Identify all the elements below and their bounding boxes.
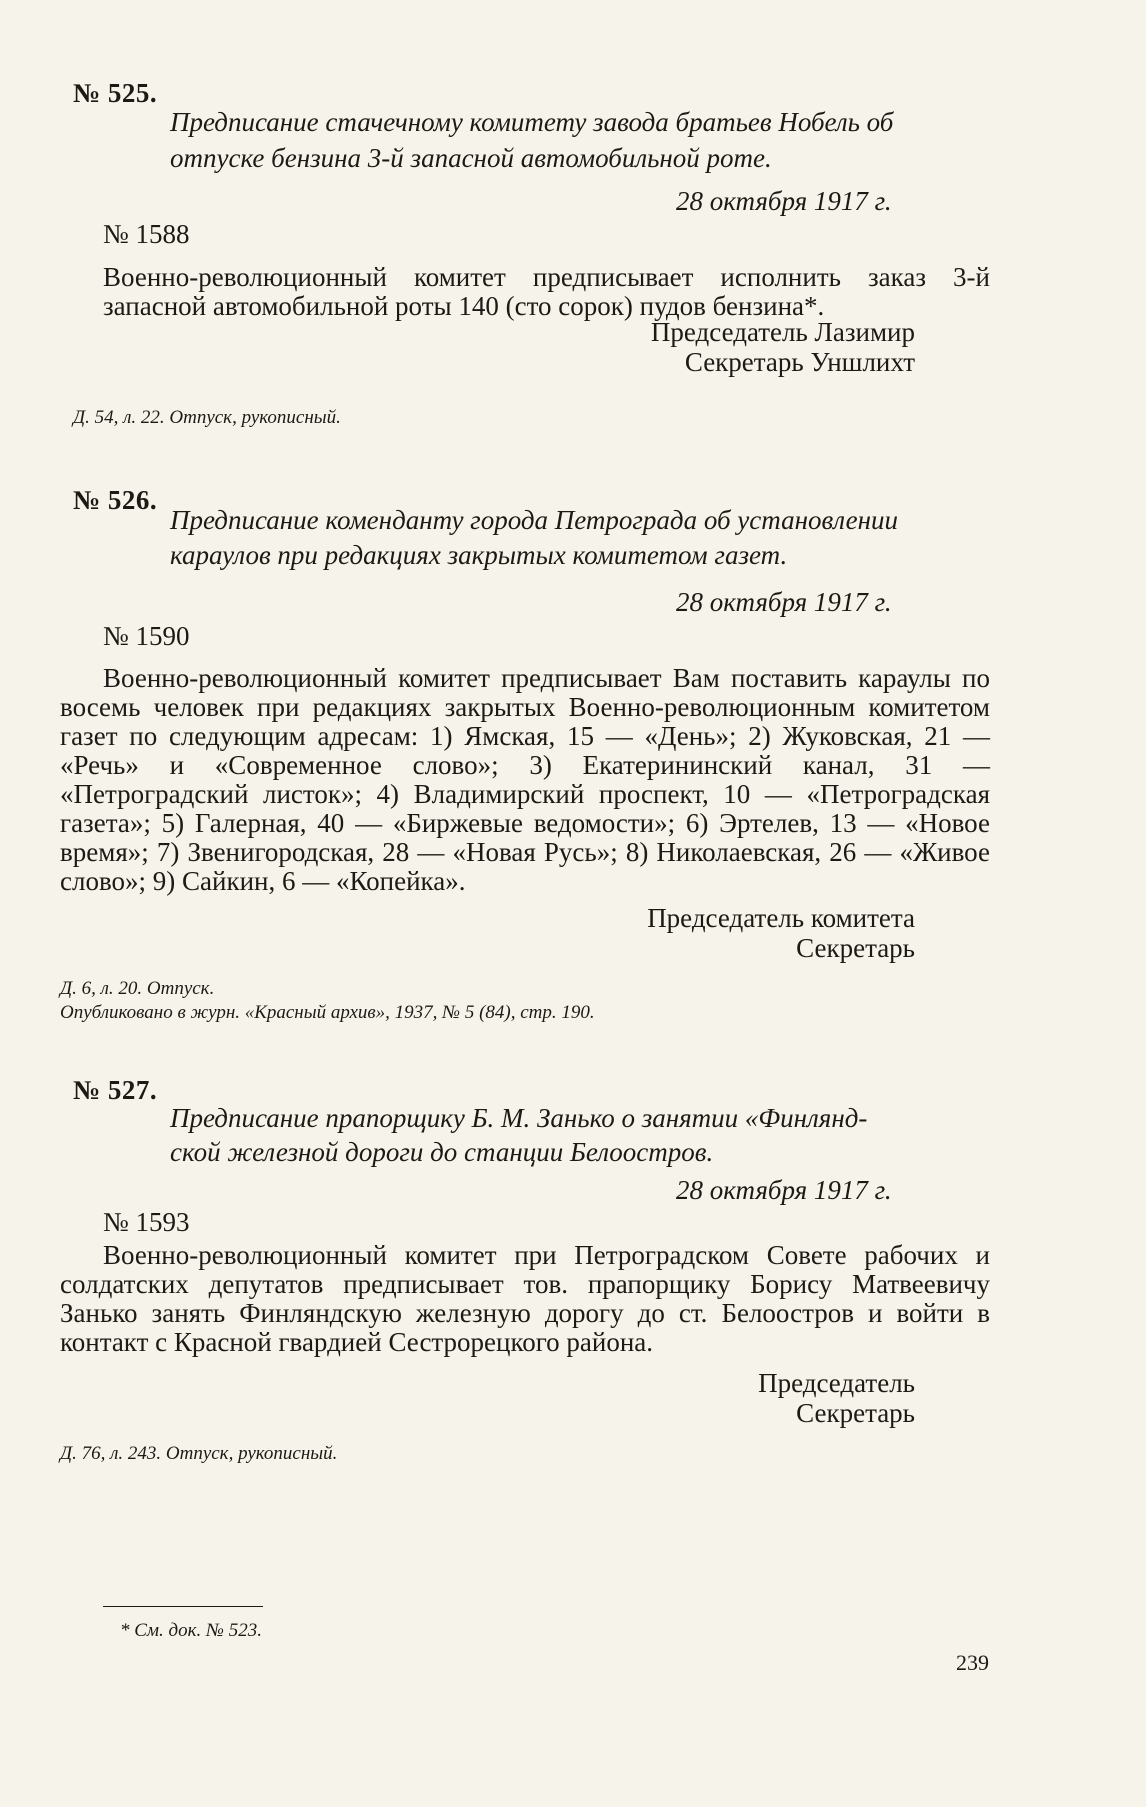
doc-525-source: Д. 54, л. 22. Отпуск, рукописный.	[73, 407, 341, 428]
footnote-rule	[103, 1606, 263, 1607]
doc-527-signature-1: Председатель	[758, 1368, 915, 1398]
doc-525-signature-1: Председатель Лазимир	[650, 317, 915, 347]
doc-525-title-line-1: Предписание стачечному комитету завода братьев Нобель об	[170, 107, 894, 137]
doc-525-body: Военно-революционный комитет предписывает исполнить заказ 3-й запасной автомобильной роты 140 (сто сорок) пудов бензина*.	[103, 262, 990, 321]
doc-526-date: 28 октября 1917 г.	[676, 587, 892, 617]
doc-527-body: Военно-революционный комитет при Петроградском Совете рабочих и солдатских депутатов предписывает тов. прапорщику Борису Матвеевичу Занько занять Финляндскую железную дорогу до ст. Белоостров и войти в контакт с Красной гвардией Сестрорецкого района.	[60, 1240, 990, 1357]
doc-525-date: 28 октября 1917 г.	[676, 186, 892, 216]
footnote: * См. док. № 523.	[120, 1620, 262, 1641]
doc-527-number: № 527.	[73, 1075, 158, 1105]
doc-526-title-line-1: Предписание коменданту города Петрограда об установлении	[170, 505, 899, 535]
doc-526-source-1: Д. 6, л. 20. Отпуск.	[60, 978, 215, 999]
doc-526-number: № 526.	[73, 485, 158, 515]
doc-526-title-line-2: караулов при редакциях закрытых комитетом газет.	[170, 540, 788, 570]
doc-525-number: № 525.	[73, 78, 158, 108]
doc-527-title-line-2: ской железной дороги до станции Белоостров.	[170, 1137, 714, 1167]
doc-526-source-2: Опубликовано в журн. «Красный архив», 1937, № 5 (84), стр. 190.	[60, 1002, 595, 1023]
page-number: 239	[956, 1650, 989, 1675]
doc-525-reg-number: № 1588	[103, 219, 190, 249]
doc-527-source: Д. 76, л. 243. Отпуск, рукописный.	[60, 1443, 338, 1464]
doc-525-title-line-2: отпуске бензина 3-й запасной автомобильной роте.	[170, 143, 772, 173]
doc-527-title-line-1: Предписание прапорщику Б. М. Занько о занятии «Финлянд-	[170, 1103, 868, 1133]
doc-526-reg-number: № 1590	[103, 621, 190, 651]
doc-525-signature-2: Секретарь Уншлихт	[684, 347, 915, 377]
doc-527-reg-number: № 1593	[103, 1207, 190, 1237]
doc-526-signature-2: Секретарь	[796, 933, 915, 963]
doc-526-signature-1: Председатель комитета	[647, 903, 915, 933]
doc-527-date: 28 октября 1917 г.	[676, 1175, 892, 1205]
doc-527-signature-2: Секретарь	[796, 1398, 915, 1428]
doc-526-body: Военно-революционный комитет предписывает Вам поставить караулы по восемь человек при редакциях закрытых Военно-революционным комитетом газет по следующим адресам: 1) Ямская, 15 — «День»; 2) Жуковская, 21 — «Речь» и «Современное слово»; 3) Екатерининский канал, 31 — «Петроградский листок»; 4) Владимирский проспект, 10 — «Петроградская газета»; 5) Галерная, 40 — «Биржевые ведомости»; 6) Эртелев, 13 — «Новое время»; 7) Звенигородская, 28 — «Новая Русь»; 8) Николаевская, 26 — «Живое слово»; 9) Сайкин, 6 — «Копейка».	[60, 663, 990, 896]
